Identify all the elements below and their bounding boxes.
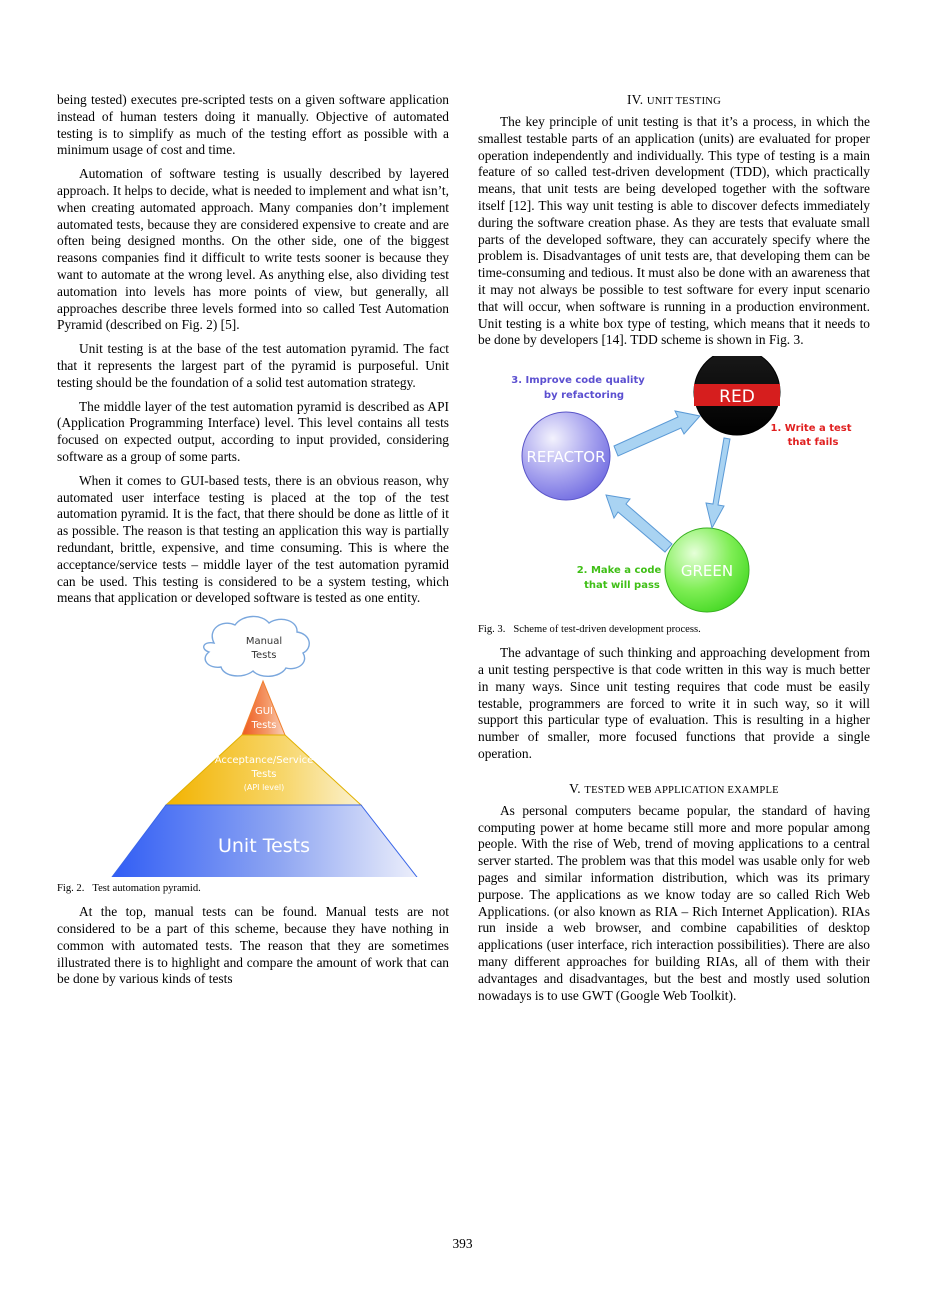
section-heading bbox=[478, 781, 870, 797]
paragraph: The key principle of unit testing is that it’s a process, in which the smallest testable parts of an application (units) are evaluated for proper operation independently and individually. This type of testing is a main feature of so called test-driven development (TDD), which practically means, that unit tests are being developed together with the software itself [12]. This way unit testing is able to discover defects immediately during the software creation phase. As they are tests that evaluate small parts of the developed software, they can accurately specify where the problem is. Disadvantages of unit tests are, that developing them can be time-consuming and tedious. It must also be done with an awareness that it may not always be possible to test software for every input scenario that will occur, when software is running in a production environment. Unit testing is a white box type of testing, which means that it needs to be done by developers [14]. TDD scheme is shown in Fig. 3. bbox=[478, 114, 870, 348]
paragraph: When it comes to GUI-based tests, there is an obvious reason, why automated user interface testing is placed at the top of the test automation pyramid. It is the fact, that there should be done as little of it as possible. The reason is that testing an application this way is partially redundant, brittle, expensive, and time consuming. This is where the acceptance/service tests – middle layer of the test automation pyramid can be used. This testing is considered to be a system testing, which means that application or developed software is tested as one entity. bbox=[57, 472, 449, 606]
step3-label: 3. Improve code quality bbox=[511, 375, 645, 387]
pyramid-diagram bbox=[57, 615, 449, 877]
gui-label: GUI bbox=[254, 706, 274, 718]
caption-number: Fig. 2. bbox=[57, 883, 85, 895]
section-title: TESTED WEB APPLICATION EXAMPLE bbox=[584, 784, 779, 796]
gui-label: Tests bbox=[251, 720, 277, 732]
caption-number: Fig. 3. bbox=[478, 624, 506, 636]
left-column bbox=[57, 92, 449, 995]
section-number: V. bbox=[569, 780, 581, 796]
tdd-diagram bbox=[478, 356, 870, 618]
paragraph: As personal computers became popular, the standard of having computing power at home became still more and more popular among people. With the rise of Web, trend of moving applications to a central server started. The problem was that this model was usable only for web pages and similar information distribution, which was its primary purpose. The applications as we know today are so called Rich Web Applications. (or also known as RIA – Rich Internet Application). RIAs run inside a web browser, and combine capabilities of desktop applications (user interface, rich interaction possibilities). There are also many different approaches for building RIAs, all of them with their advantages and disadvantages, but the best and mostly used solution nowadays is to use GWT (Google Web Toolkit). bbox=[478, 802, 870, 1003]
caption-text: Scheme of test-driven development process. bbox=[513, 624, 701, 636]
right-column bbox=[478, 92, 870, 1011]
acceptance-label: Tests bbox=[251, 769, 277, 781]
arrow-red-to-green bbox=[706, 438, 730, 528]
step1-label: 1. Write a test bbox=[770, 423, 852, 435]
unit-label: Unit Tests bbox=[217, 835, 311, 858]
cloud-label: Tests bbox=[251, 650, 277, 662]
acceptance-label: (API level) bbox=[243, 783, 285, 793]
paragraph: The middle layer of the test automation pyramid is described as API (Application Programming Interface) level. This level contains all tests focused on expected output, according to input provided, considering software as a group of some parts. bbox=[57, 398, 449, 464]
step2-label: that will pass bbox=[584, 580, 660, 592]
paragraph: being tested) executes pre-scripted tests on a given software application instead of human testers doing it manually. Objective of automated testing is to simplify as much of the testing effort as possible with a minimum usage of cost and time. bbox=[57, 92, 449, 158]
page-number: 393 bbox=[452, 1236, 473, 1251]
section-heading bbox=[478, 92, 870, 108]
paragraph: The advantage of such thinking and approaching development from a unit testing perspective is that code written in this way is much better in many ways. Since unit testing requires that code must be easily testable, programmers are forced to write it in such way, so it will support this particular type of evaluation. This is resulting in a higher number of smaller, more focused functions that provide a single operation. bbox=[478, 645, 870, 761]
paragraph: Unit testing is at the base of the test automation pyramid. The fact that it represents the largest part of the pyramid is purposeful. Unit testing should be the foundation of a solid test automation strategy. bbox=[57, 341, 449, 390]
step2-label: 2. Make a code bbox=[576, 565, 662, 577]
arrow-refactor-to-red bbox=[614, 411, 700, 456]
red-label: RED bbox=[719, 387, 755, 408]
green-label: GREEN bbox=[680, 562, 734, 581]
figure-tdd-cycle bbox=[478, 356, 870, 618]
paragraph: Automation of software testing is usually described by layered approach. It helps to decide, what is needed to implement and what isn’t, when creating automated approach. Many companies don’t implement automated tests, because they are considered expensive to create and are often being designed months. On the other side, one of the biggest reasons companies find it difficult to write tests sooner is because they want to automate at the wrong level. As anything else, also dividing test automation into levels has more points of view, but generally, all approaches describe three levels formed into so called Test Automation Pyramid (described on Fig. 2) [5]. bbox=[57, 166, 449, 333]
arrow-green-to-refactor bbox=[606, 495, 672, 552]
figure-caption bbox=[57, 883, 449, 894]
cloud-label: Manual bbox=[245, 636, 283, 648]
caption-text: Test automation pyramid. bbox=[92, 883, 201, 895]
step1-label: that fails bbox=[787, 437, 839, 449]
refactor-label: REFACTOR bbox=[526, 448, 606, 467]
paragraph: At the top, manual tests can be found. Manual tests are not considered to be a part of this scheme, because they have nothing in common with automated tests. The reason that they are sometimes illustrated there is to highlight and compare the amount of work that can be done by various kinds of tests bbox=[57, 904, 449, 987]
figure-test-pyramid bbox=[57, 615, 449, 877]
section-title: UNIT TESTING bbox=[646, 96, 722, 107]
figure-caption bbox=[478, 624, 870, 635]
section-number: IV. bbox=[626, 92, 644, 107]
acceptance-label: Acceptance/Service bbox=[214, 755, 314, 767]
step3-label: by refactoring bbox=[543, 390, 625, 402]
